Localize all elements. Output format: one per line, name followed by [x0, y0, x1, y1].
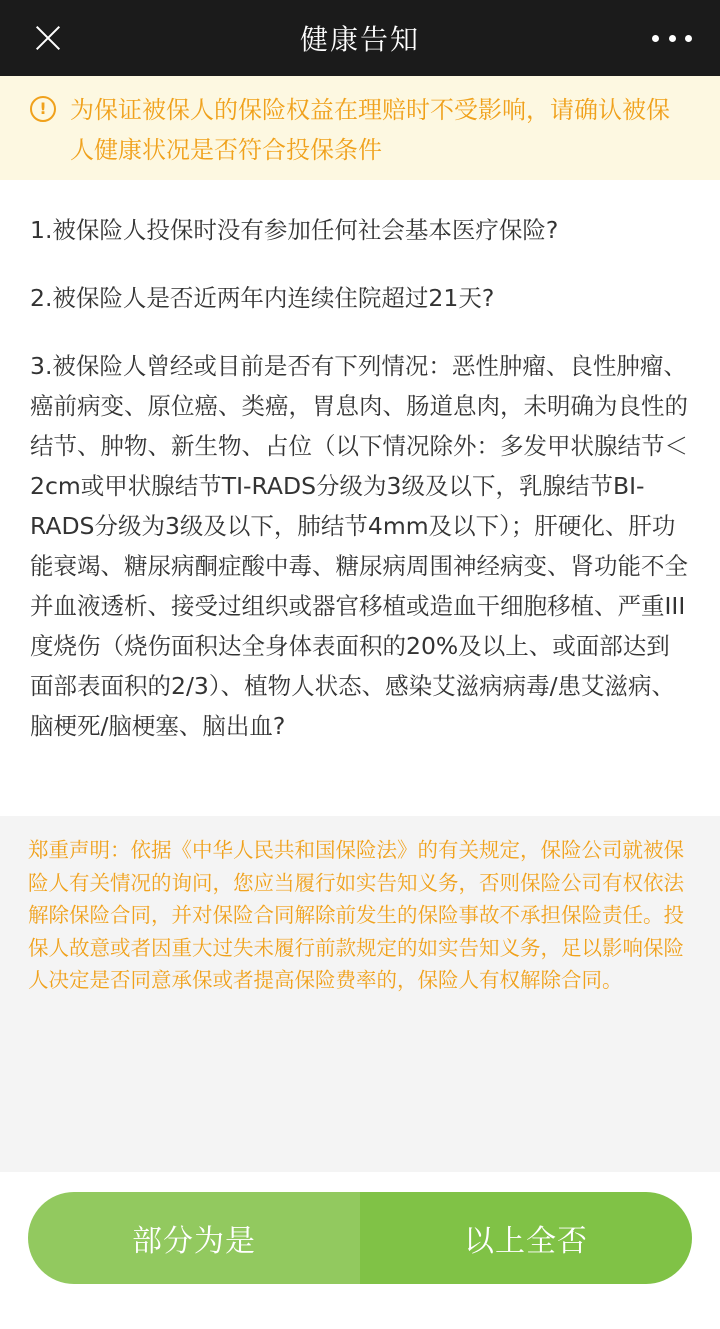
title-bar: [0, 0, 720, 76]
question-item: 1.被保险人投保时没有参加任何社会基本医疗保险?: [30, 216, 559, 244]
question-item: 3.被保险人曾经或目前是否有下列情况：恶性肿瘤、良性肿瘤、癌前病变、原位癌、类癌，胃息肉、肠道息肉，未明确为良性的结节、肿物、新生物、占位（以下情况除外：多发甲状腺结节＜2cm或甲状腺结节TI-RADS分级为3级及以下，乳腺结节BI-RADS分级为3级及以下，肺结节4mm及以下）；肝硬化、肝功能衰竭、糖尿病酮症酸中毒、糖尿病周围神经病变、肾功能不全并血液透析、接受过组织或器官移植或造血干细胞移植、严重III度烧伤（烧伤面积达全身体表面积的20%及以上、或面部达到面部表面积的2/3）、植物人状态、感染艾滋病病毒/患艾滋病、脑梗死/脑梗塞、脑出血?: [30, 352, 688, 740]
page-title: 健康告知: [299, 23, 420, 56]
health-questions: [0, 180, 720, 816]
notice-text: 为保证被保人的保险权益在理赔时不受影响，请确认被保人健康状况是否符合投保条件: [70, 96, 670, 164]
question-item: 2.被保险人是否近两年内连续住院超过21天?: [30, 284, 495, 312]
dot: [685, 35, 692, 42]
close-icon[interactable]: [30, 20, 66, 56]
dot: [669, 35, 676, 42]
answer-button-group: [28, 1192, 692, 1284]
legal-declaration: 郑重声明：依据《中华人民共和国保险法》的有关规定，保险公司就被保险人有关情况的询问，您应当履行如实告知义务，否则保险公司有权依法解除保险合同，并对保险合同解除前发生的保险事故不承担保险责任。投保人故意或者因重大过失未履行前款规定的如实告知义务，足以影响保险人决定是否同意承保或者提高保险费率的，保险人有权解除合同。: [0, 816, 720, 1172]
notice-banner: [0, 76, 720, 180]
more-options-icon[interactable]: [652, 24, 692, 52]
bottom-action-bar: [0, 1172, 720, 1329]
dot: [652, 35, 659, 42]
partial-yes-button[interactable]: 部分为是: [28, 1192, 360, 1284]
all-no-button[interactable]: 以上全否: [360, 1192, 692, 1284]
info-circle-icon: !: [30, 96, 56, 122]
